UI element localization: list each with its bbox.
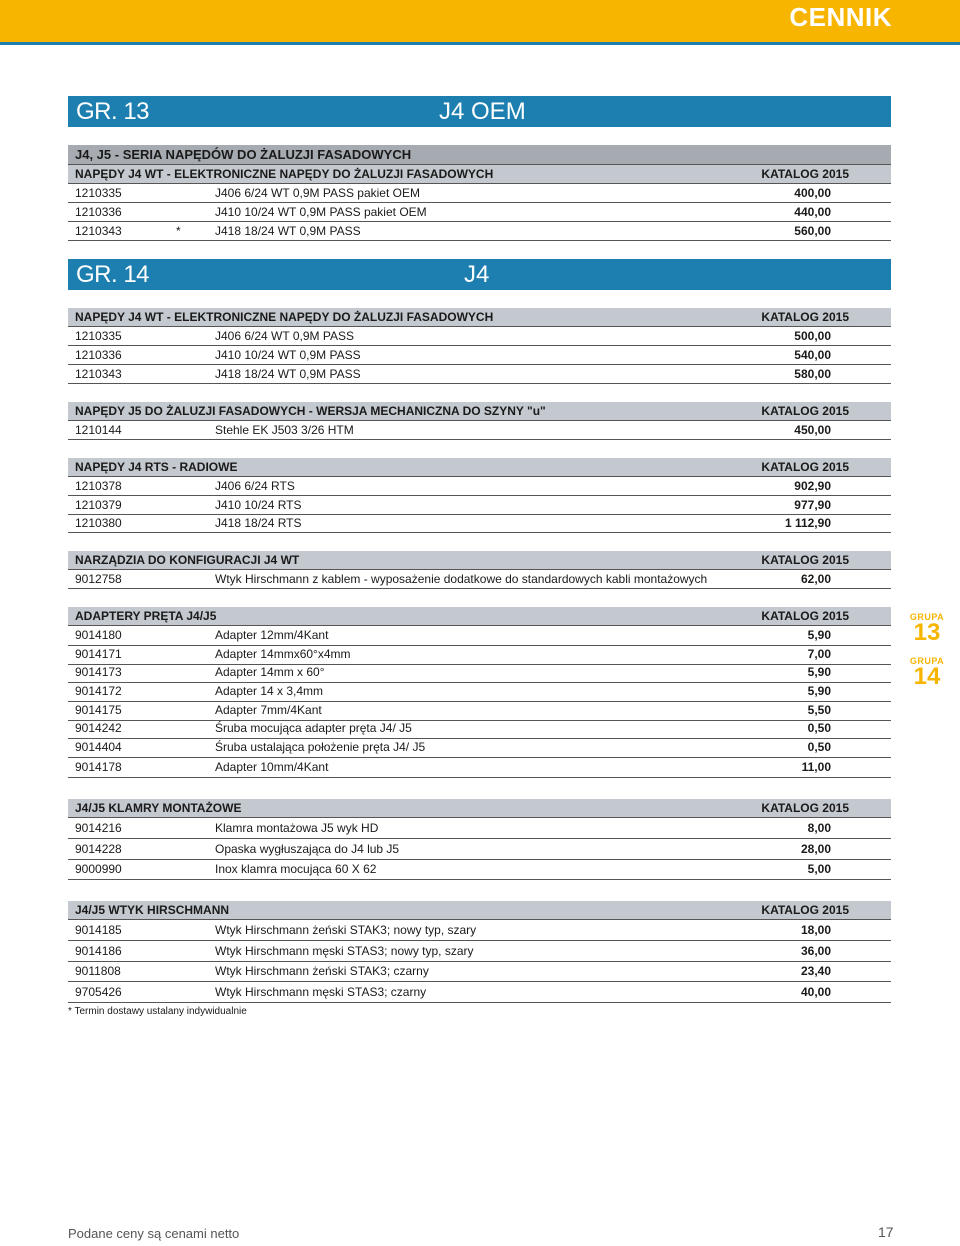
table-row [68, 222, 891, 241]
table-row [68, 626, 891, 646]
item-code: 9012758 [75, 572, 122, 586]
item-code: 9000990 [75, 862, 122, 876]
item-description: Wtyk Hirschmann z kablem - wyposażenie dodatkowe do standardowych kabli montażowych [215, 572, 708, 586]
item-code: 9014186 [75, 944, 122, 958]
table-row [68, 738, 891, 758]
item-price: 7,00 [807, 647, 831, 661]
item-price: 902,90 [794, 479, 831, 493]
section-header [68, 799, 891, 818]
table-row [68, 860, 891, 880]
item-price: 40,00 [800, 985, 831, 999]
item-description: Adapter 10mm/4Kant [215, 760, 329, 774]
table-row [68, 645, 891, 665]
item-code: 9011808 [75, 964, 121, 978]
item-price: 28,00 [800, 842, 831, 856]
item-code: 9014228 [75, 842, 122, 856]
section-header [68, 607, 891, 626]
table-row [68, 421, 891, 440]
page-number: 17 [878, 1224, 894, 1240]
section-header [68, 551, 891, 570]
item-code: 1210335 [75, 186, 122, 200]
item-description: Stehle EK J503 3/26 HTM [215, 423, 354, 437]
item-description: Adapter 12mm/4Kant [215, 628, 329, 642]
section-title: J4/J5 KLAMRY MONTAŻOWE [75, 801, 242, 815]
item-description: J406 6/24 RTS [215, 479, 295, 493]
item-description: J410 10/24 WT 0,9M PASS [215, 348, 361, 362]
item-description: Adapter 7mm/4Kant [215, 703, 322, 717]
item-description: Adapter 14mmx60°x4mm [215, 647, 351, 661]
table-row [68, 203, 891, 222]
table-row [68, 346, 891, 365]
item-price: 23,40 [800, 964, 831, 978]
item-price: 5,90 [807, 628, 831, 642]
table-row [68, 184, 891, 203]
group-14-bar [68, 259, 891, 290]
item-description: Inox klamra mocująca 60 X 62 [215, 862, 377, 876]
table-row [68, 758, 891, 778]
section-header [68, 901, 891, 920]
footer-note: Podane ceny są cenami netto [68, 1226, 240, 1241]
catalog-label: KATALOG 2015 [761, 310, 849, 324]
item-description: Śruba mocująca adapter pręta J4/ J5 [215, 721, 412, 735]
item-code: 1210379 [75, 498, 122, 512]
item-description: Wtyk Hirschmann męski STAS3; nowy typ, szary [215, 944, 474, 958]
item-description: J418 18/24 WT 0,9M PASS [215, 224, 361, 238]
item-price: 36,00 [800, 944, 831, 958]
item-description: Klamra montażowa J5 wyk HD [215, 821, 379, 835]
item-description: J406 6/24 WT 0,9M PASS pakiet OEM [215, 186, 420, 200]
table-row [68, 682, 891, 702]
item-code: 1210144 [75, 423, 122, 437]
item-price: 977,90 [794, 498, 831, 512]
catalog-label: KATALOG 2015 [761, 903, 849, 917]
group-13-label: GR. 13 [76, 98, 150, 125]
section-title: ADAPTERY PRĘTA J4/J5 [75, 609, 217, 623]
item-price: 11,00 [801, 760, 831, 774]
table-row [68, 962, 891, 982]
page-title: CENNIK [789, 2, 892, 32]
item-code: 9014175 [75, 703, 122, 717]
table-row [68, 477, 891, 496]
section-title: J4/J5 WTYK HIRSCHMANN [75, 903, 230, 917]
item-price: 62,00 [800, 572, 831, 586]
item-price: 0,50 [807, 721, 831, 735]
section-title: NAPĘDY J5 DO ŻALUZJI FASADOWYCH - WERSJA MECHANICZNA DO SZYNY "u" [75, 404, 546, 418]
item-description: Adapter 14mm x 60° [215, 665, 325, 679]
table-row [68, 327, 891, 346]
table-row [68, 496, 891, 515]
item-description: J410 10/24 WT 0,9M PASS pakiet OEM [215, 205, 427, 219]
item-code: 1210378 [75, 479, 122, 493]
table-row [68, 570, 891, 589]
catalog-label: KATALOG 2015 [761, 404, 849, 418]
item-description: J406 6/24 WT 0,9M PASS [215, 329, 354, 343]
item-code: 9014171 [75, 647, 122, 661]
item-code: 9014404 [75, 740, 122, 754]
item-code: 9014242 [75, 721, 122, 735]
table-row [68, 663, 891, 683]
item-price: 440,00 [794, 205, 831, 219]
item-description: Śruba ustalająca położenie pręta J4/ J5 [215, 740, 426, 754]
side-tab-group-14: GRUPA 14 [909, 656, 945, 690]
table-row [68, 921, 891, 941]
group-14-center: J4 [464, 261, 490, 288]
item-code: 1210336 [75, 205, 122, 219]
section-title: NAPĘDY J4 RTS - RADIOWE [75, 460, 238, 474]
item-price: 5,90 [807, 665, 831, 679]
item-price: 18,00 [800, 923, 831, 937]
section-header: NAPĘDY J4 WT - ELEKTRONICZNE NAPĘDY DO ŻALUZJI FASADOWYCH KATALOG 2015 [68, 165, 891, 184]
item-description: J410 10/24 RTS [215, 498, 302, 512]
group-13-bar [68, 96, 891, 127]
table-row [68, 365, 891, 384]
top-bar-rule [0, 42, 960, 45]
item-description: Wtyk Hirschmann męski STAS3; czarny [215, 985, 427, 999]
section-title: NARZĄDZIA DO KONFIGURACJI J4 WT [75, 553, 300, 567]
item-code: 1210336 [75, 348, 122, 362]
item-description: Adapter 14 x 3,4mm [215, 684, 324, 698]
section-header [68, 402, 891, 421]
item-price: 0,50 [807, 740, 831, 754]
table-row [68, 942, 891, 962]
table-row [68, 840, 891, 860]
section-title: J4, J5 - SERIA NAPĘDÓW DO ŻALUZJI FASADOWYCH [68, 145, 891, 165]
item-description: Wtyk Hirschmann żeński STAK3; nowy typ, szary [215, 923, 477, 937]
item-price: 450,00 [794, 423, 831, 437]
item-price: 1 112,90 [784, 516, 831, 530]
item-price: 500,00 [794, 329, 831, 343]
item-code: 9705426 [75, 985, 122, 999]
group-13-center: J4 OEM [439, 98, 526, 125]
item-description: J418 18/24 WT 0,9M PASS [215, 367, 361, 381]
item-code: 1210335 [75, 329, 122, 343]
item-code: 9014173 [75, 665, 122, 679]
item-description: J418 18/24 RTS [215, 516, 302, 530]
side-tab-group-13: GRUPA 13 [909, 612, 945, 646]
table-row [68, 701, 891, 721]
item-price: 5,90 [807, 684, 831, 698]
table-row [68, 514, 891, 533]
item-mark: * [176, 224, 181, 238]
item-code: 9014185 [75, 923, 122, 937]
section-header [68, 308, 891, 327]
item-price: 8,00 [807, 821, 831, 835]
item-code: 9014216 [75, 821, 122, 835]
item-price: 540,00 [794, 348, 831, 362]
item-price: 580,00 [794, 367, 831, 381]
item-description: Opaska wygłuszająca do J4 lub J5 [215, 842, 400, 856]
table-row [68, 819, 891, 839]
item-code: 1210343 [75, 367, 122, 381]
group-14-label: GR. 14 [76, 261, 150, 288]
section-title: NAPĘDY J4 WT - ELEKTRONICZNE NAPĘDY DO ŻALUZJI FASADOWYCH [75, 310, 494, 324]
footnote: * Termin dostawy ustalany indywidualnie [68, 1006, 247, 1017]
item-code: 1210380 [75, 516, 122, 530]
item-price: 560,00 [794, 224, 831, 238]
item-price: 5,50 [807, 703, 831, 717]
catalog-label: KATALOG 2015 [761, 609, 849, 623]
item-price: 400,00 [794, 186, 831, 200]
item-code: 9014180 [75, 628, 122, 642]
item-code: 1210343 [75, 224, 122, 238]
catalog-label: KATALOG 2015 [761, 460, 849, 474]
section-header [68, 458, 891, 477]
item-code: 9014178 [75, 760, 122, 774]
table-row [68, 983, 891, 1003]
item-price: 5,00 [807, 862, 831, 876]
item-code: 9014172 [75, 684, 122, 698]
catalog-label: KATALOG 2015 [761, 553, 849, 567]
catalog-label: KATALOG 2015 [761, 801, 849, 815]
table-row [68, 719, 891, 739]
item-description: Wtyk Hirschmann żeński STAK3; czarny [215, 964, 429, 978]
